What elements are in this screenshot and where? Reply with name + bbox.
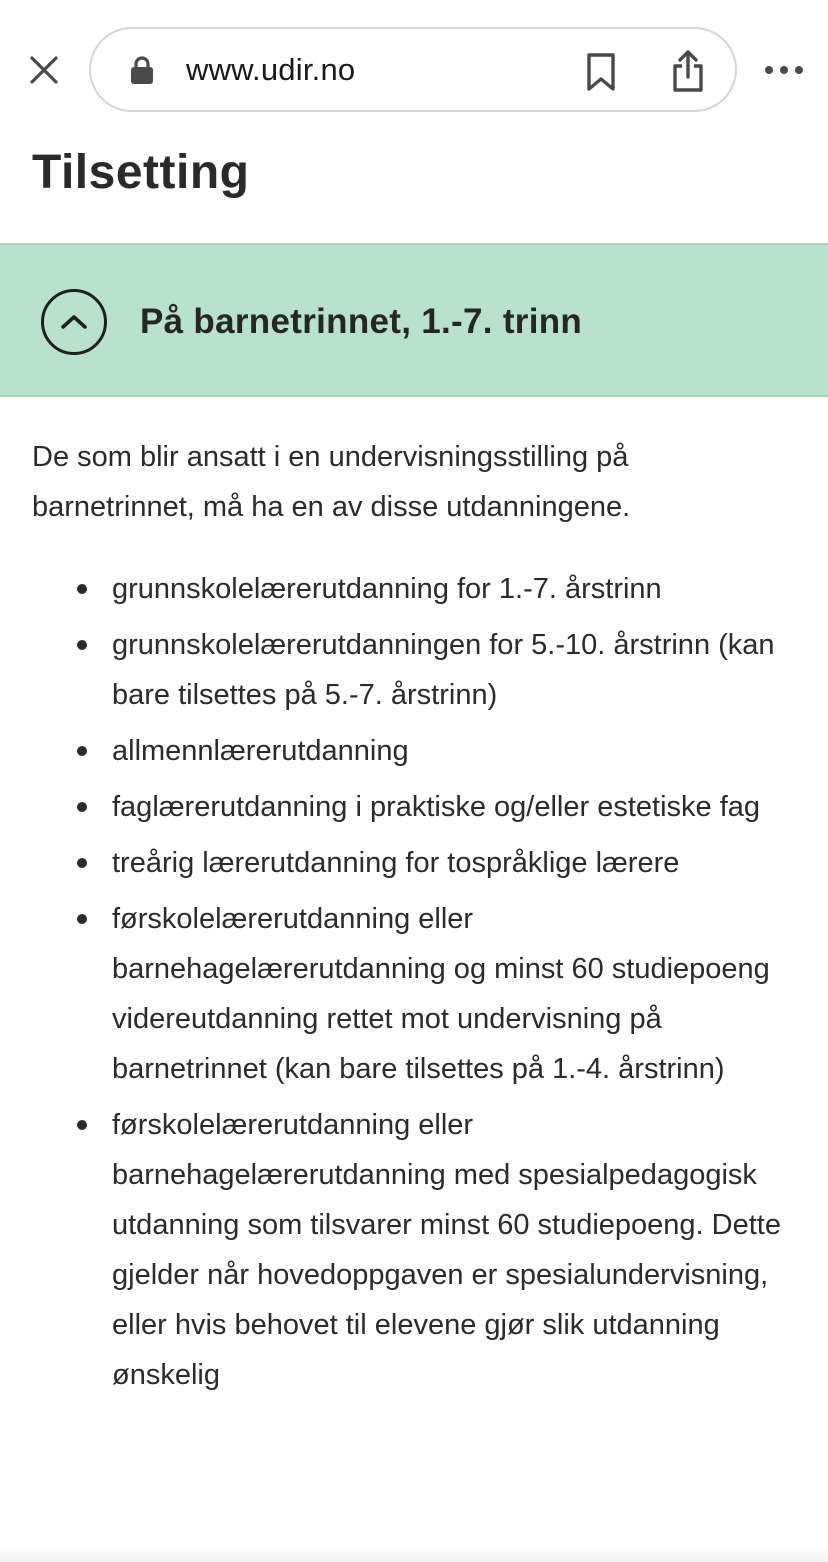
bullet-icon (77, 640, 87, 650)
list-item-text: faglærerutdanning i praktiske og/eller estetiske fag (112, 791, 761, 823)
bullet-icon (77, 802, 87, 812)
browser-toolbar (0, 0, 828, 140)
list-item (0, 1100, 828, 1400)
list-item (0, 564, 828, 614)
url-text: www.udir.no (186, 52, 356, 87)
list-item-text: allmennlærerutdanning (112, 735, 409, 767)
list-item (0, 782, 828, 832)
intro-paragraph: De som blir ansatt i en undervisningsstilling på barnetrinnet, må ha en av disse utdanningene. (32, 441, 631, 523)
list-item-text: treårig lærerutdanning for tospråklige lærere (112, 847, 680, 879)
more-icon[interactable] (762, 52, 806, 88)
bullet-icon (77, 914, 87, 924)
bookmark-icon[interactable] (581, 51, 621, 93)
bullet-icon (77, 584, 87, 594)
bullet-icon (77, 1120, 87, 1130)
address-bar[interactable] (89, 27, 737, 112)
bullet-icon (77, 746, 87, 756)
lock-icon (129, 55, 155, 85)
close-icon[interactable] (22, 48, 66, 92)
list-item (0, 726, 828, 776)
list-item-text: førskolelærerutdanning eller barnehagelærerutdanning med spesialpedagogisk utdanning som tilsvarer minst 60 studiepoeng. Dette gjelder når hovedoppgaven er spesialundervisning, eller hvis behovet til elevene gjør slik utdanning ønskelig (112, 1109, 781, 1391)
list-item-text: grunnskolelærerutdanning for 1.-7. årstrinn (112, 573, 662, 605)
requirements-list (0, 564, 828, 1406)
share-icon[interactable] (667, 48, 709, 94)
accordion-title: På barnetrinnet, 1.-7. trinn (140, 302, 583, 341)
page-title: Tilsetting (32, 146, 250, 199)
list-item-text: grunnskolelærerutdanningen for 5.-10. årstrinn (kan bare tilsettes på 5.-7. årstrinn) (112, 629, 775, 711)
list-item (0, 838, 828, 888)
chevron-up-icon[interactable] (41, 289, 107, 355)
accordion-header[interactable] (0, 243, 828, 397)
list-item (0, 894, 828, 1094)
list-item (0, 620, 828, 720)
bottom-edge (0, 1546, 828, 1562)
bullet-icon (77, 858, 87, 868)
list-item-text: førskolelærerutdanning eller barnehagelærerutdanning og minst 60 studiepoeng videreutdanning rettet mot undervisning på barnetrinnet (kan bare tilsettes på 1.-4. årstrinn) (112, 903, 770, 1085)
